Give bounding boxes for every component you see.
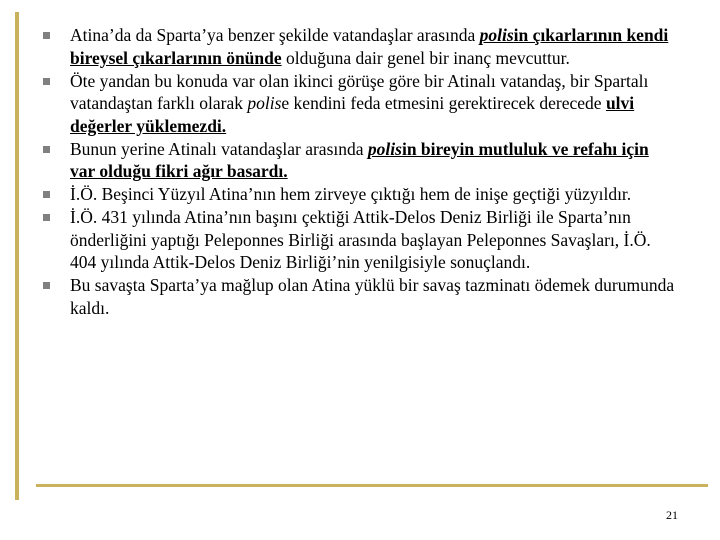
bullet-text: Atina’da da Sparta’ya benzer şekilde vatandaşlar arasında (70, 25, 480, 45)
bullet-text: Bunun yerine Atinalı vatandaşlar arasında (70, 138, 368, 159)
bullet-item (38, 183, 678, 206)
emphasis-text: in çıkarlarının kendi bireysel çıkarlarının önünde (70, 25, 669, 68)
vertical-rule (15, 12, 19, 500)
bullet-item (38, 138, 678, 183)
emphasis-text: in bireyin mutluluk ve refahı için var olduğu fikri ağır basardı. (70, 138, 649, 181)
bullet-item (38, 274, 678, 319)
bullet-list (38, 24, 678, 319)
bullet-text: İ.Ö. Beşinci Yüzyıl Atina’nın hem zirveye çıktığı hem de inişe geçtiği yüzyıldır. (70, 184, 632, 204)
italic-term: polis (247, 93, 282, 113)
bullet-text: Öte yandan bu konuda var olan ikinci görüşe göre bir Atinalı vatandaş, bir Spartalı vatandaştan farklı olarak (70, 70, 649, 113)
bullet-text: olduğuna dair genel bir inanç mevcuttur. (281, 47, 570, 68)
bullet-text: İ.Ö. 431 yılında Atina’nın başını çektiği Attik-Delos Deniz Birliği ile Sparta’nın önderliğini yaptığı Peleponnes Birliği arasında başlayan Peleponnes Savaşları, İ.Ö. 404 yılında Attik-Delos Deniz Birliği’nin yenilgisiyle sonuçlandı. (70, 207, 651, 272)
square-bullet-icon (43, 191, 50, 198)
bullet-item (38, 24, 678, 69)
square-bullet-icon (43, 214, 50, 221)
slide-content (38, 24, 678, 320)
bullet-item (38, 206, 678, 274)
page-number: 21 (666, 508, 678, 522)
square-bullet-icon (43, 78, 50, 85)
square-bullet-icon (43, 282, 50, 289)
bullet-text: e kendini feda etmesini gerektirecek derecede (281, 93, 606, 113)
bullet-text: Bu savaşta Sparta’ya mağlup olan Atina yüklü bir savaş tazminatı ödemek durumunda kaldı. (70, 275, 675, 318)
emphasis-text: ulvi değerler yüklemezdi. (70, 93, 635, 136)
square-bullet-icon (43, 32, 50, 39)
emphasis-text: polis (367, 138, 402, 159)
bullet-item (38, 70, 678, 138)
horizontal-rule (36, 484, 708, 487)
square-bullet-icon (43, 146, 50, 153)
emphasis-text: polis (479, 25, 514, 45)
